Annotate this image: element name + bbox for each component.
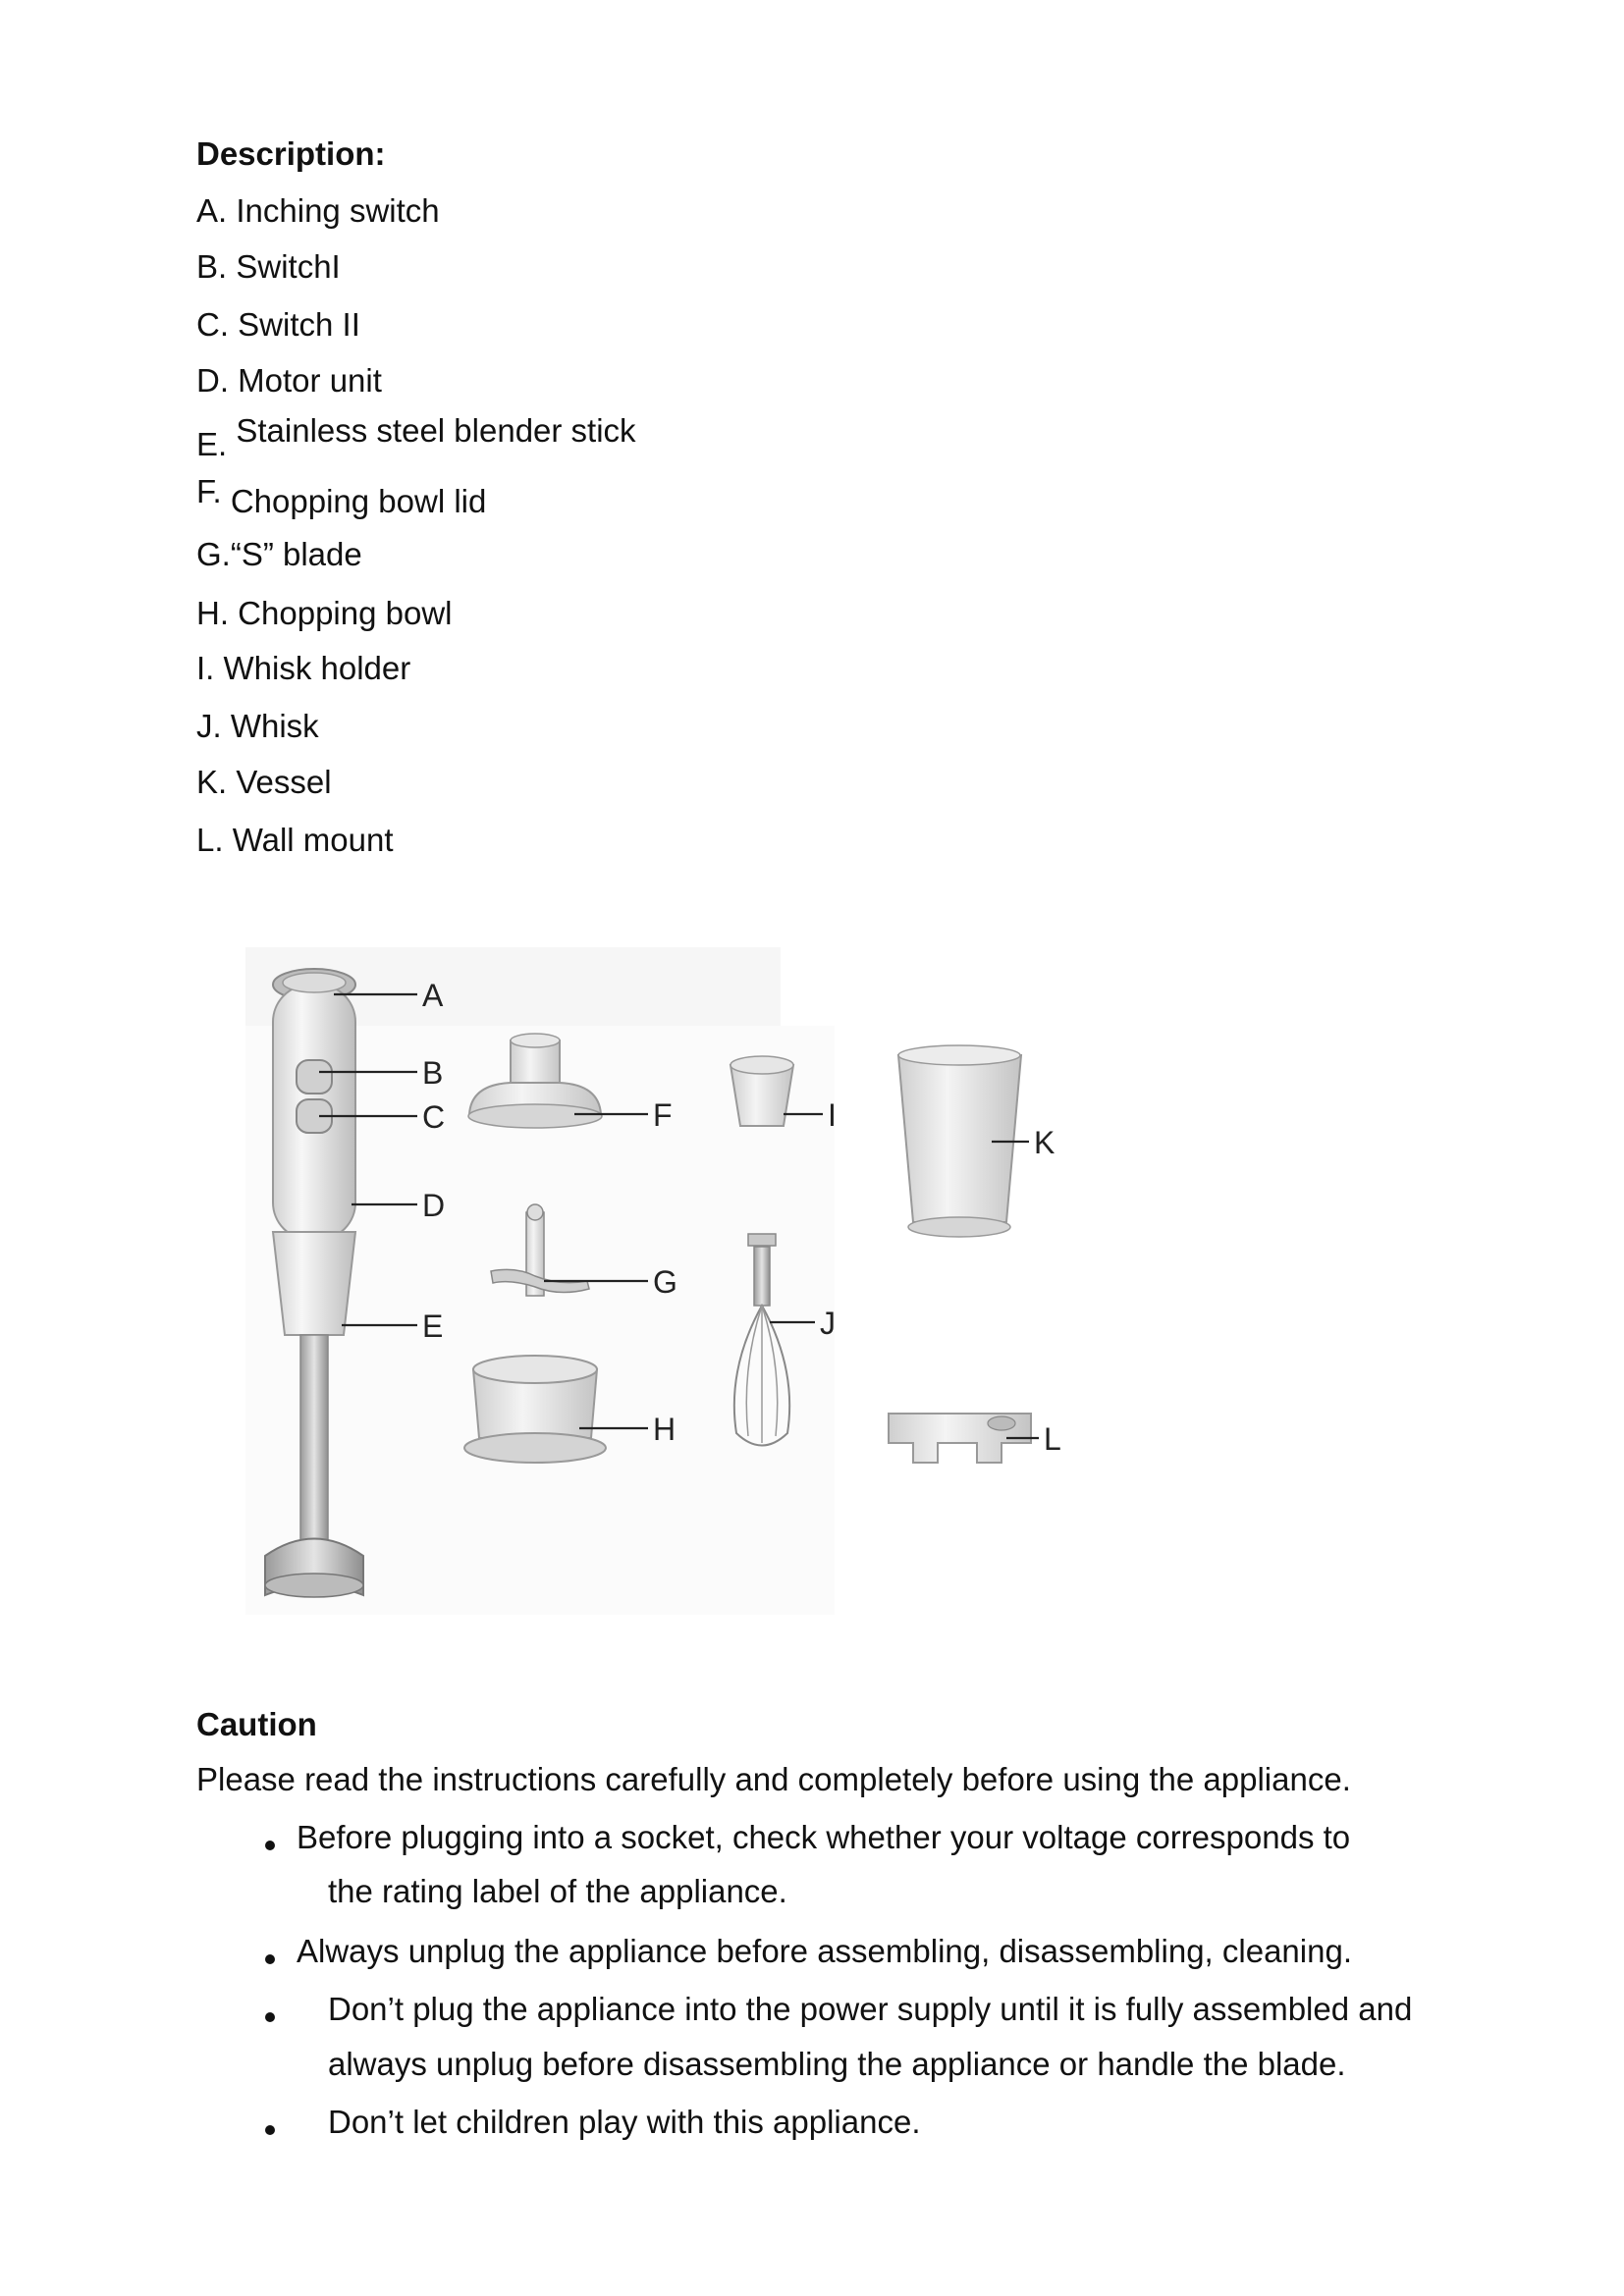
caution-bullet-3-line-2: always unplug before disassembling the appliance or handle the blade. [328,2046,1346,2082]
description-item-c: C. Switch II [196,306,360,343]
callout-e: E [422,1308,444,1344]
caution-intro: Please read the instructions carefully and completely before using the appliance. [196,1761,1351,1797]
bullet-dot [265,2012,275,2022]
description-item-i: I. Whisk holder [196,650,411,686]
description-item-l: L. Wall mount [196,822,394,858]
bullet-dot [265,1841,275,1850]
parts-illustration [245,947,1090,1615]
parts-diagram [245,947,1090,1615]
bullet-dot [265,1954,275,1964]
description-item-f: F. Chopping bowl lid [196,473,487,519]
description-item-k: K. Vessel [196,764,332,800]
description-item-g: G.“S” blade [196,536,362,572]
callout-a: A [422,978,444,1013]
caution-bullet-2: Always unplug the appliance before assembling, disassembling, cleaning. [297,1933,1352,1969]
description-item-d: D. Motor unit [196,362,382,399]
callout-l: L [1044,1421,1061,1457]
chopping-bowl-illustration [464,1356,606,1463]
description-item-j: J. Whisk [196,708,319,744]
caution-bullet-1-line-1: Before plugging into a socket, check whether your voltage corresponds to [297,1819,1351,1855]
callout-b: B [422,1055,444,1091]
callout-f: F [653,1097,673,1133]
callout-k: K [1034,1125,1056,1160]
callout-c: C [422,1099,446,1135]
callout-i: I [828,1097,837,1133]
description-item-a: A. Inching switch [196,192,440,229]
whisk-holder-illustration [731,1056,793,1126]
caution-bullet-3-line-1: Don’t plug the appliance into the power supply until it is fully assembled and [328,1991,1413,2027]
description-item-h: H. Chopping bowl [196,595,453,631]
callout-g: G [653,1264,677,1300]
callout-d: D [422,1188,446,1223]
caution-heading: Caution [196,1706,317,1742]
description-item-e: E. Stainless steel blender stick [196,412,636,462]
description-heading: Description: [196,135,386,172]
caution-bullet-4: Don’t let children play with this appliance. [328,2104,921,2140]
callout-j: J [820,1306,836,1341]
caution-bullet-1-line-2: the rating label of the appliance. [328,1873,787,1909]
bullet-dot [265,2125,275,2135]
description-item-b: B. SwitchI [196,248,341,285]
callout-h: H [653,1412,677,1447]
